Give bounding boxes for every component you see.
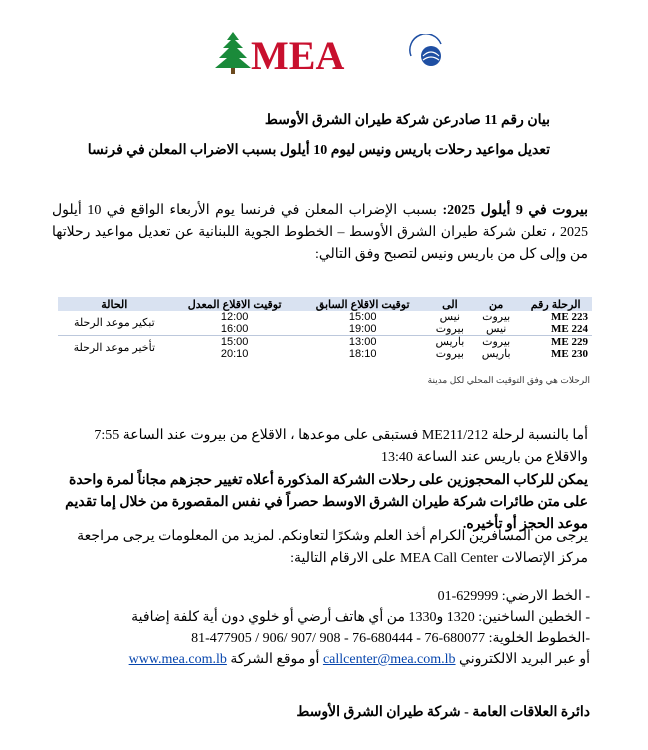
to-city: بيروت	[427, 323, 473, 336]
email-site-item	[50, 649, 590, 670]
table-row	[58, 336, 592, 349]
mea-logo-m: M	[251, 33, 289, 78]
landline-item: - الخط الارضي: 629999-01	[437, 589, 590, 604]
prev-time: 18:10	[348, 348, 377, 360]
website-link[interactable]: www.mea.com.lb	[128, 652, 227, 667]
new-time: 15:00	[220, 336, 249, 348]
flight-status: تأخير موعد الرحلة	[73, 342, 156, 354]
flight-status: تبكير موعد الرحلة	[58, 311, 171, 336]
statement-title: بيان رقم 11 صادرعن شركة طيران الشرق الأوسط	[264, 113, 550, 128]
flight-number: ME 224	[519, 323, 592, 336]
to-city: نيس	[439, 311, 461, 323]
skyteam-icon	[405, 34, 447, 70]
footer-signature: دائرة العلاقات العامة - شركة طيران الشرق الأوسط	[296, 705, 590, 720]
hotline-item: - الخطين الساخنين: 1320 و1330 من أي هاتف أرضي أو خلوي دون أية كلفة إضافية	[131, 610, 590, 625]
mobile-item: -الخطوط الخلوية: 680077-76 - 680444-76 - 908 /907 /906 / 477905-81	[191, 631, 590, 646]
prev-time: 19:00	[299, 323, 427, 336]
unchanged-flights-paragraph: أما بالنسبة لرحلة ME211/212 فستبقى على موعدها ، الاقلاع من بيروت عند الساعة 7:55 والاقلاع من باريس عند الساعة 13:40	[94, 428, 588, 465]
email-prefix: أو عبر البريد الالكتروني	[455, 652, 590, 667]
prev-time: 15:00	[348, 311, 377, 323]
contact-list	[50, 586, 590, 670]
flight-number: ME 229	[551, 336, 588, 348]
col-prev-time: توقيت الاقلاع السابق	[299, 297, 427, 311]
dateline: بيروت في 9 أيلول 2025:	[442, 203, 588, 218]
intro-paragraph	[52, 200, 588, 266]
table-header-row	[58, 297, 592, 311]
intro-text: بسبب الإضراب المعلن في فرنسا يوم الأربعاء الواقع في 10 أيلول 2025 ، تعلن شركة طيران الشرق الأوسط – الخطوط الجوية اللبنانية عن تعديل مواعيد رحلاتها من وإلى كل من باريس ونيس لتصبح وفق التالي:	[52, 203, 588, 262]
contact-intro-paragraph: يرجى من المسافرين الكرام أخذ العلم وشكرًا لتعاونكم. لمزيد من المعلومات يرجى مراجعة مركز الإتصالات MEA Call Center على الارقام التالية:	[77, 529, 588, 566]
statement-subtitle: تعديل مواعيد رحلات باريس ونيس ليوم 10 أيلول بسبب الاضراب المعلن في فرنسا	[87, 143, 550, 158]
to-city: بيروت	[435, 348, 464, 360]
from-city: بيروت	[482, 311, 511, 323]
table-row	[58, 311, 592, 323]
timezone-note: الرحلات هي وفق التوقيت المحلي لكل مدينة	[427, 375, 590, 385]
from-city: بيروت	[482, 336, 511, 348]
prev-time: 13:00	[348, 336, 377, 348]
mea-logo-a: A	[315, 33, 345, 78]
col-new-time: توقيت الاقلاع المعدل	[171, 297, 299, 311]
from-city: نيس	[473, 323, 519, 336]
col-from: من	[473, 297, 519, 311]
new-time: 16:00	[171, 323, 299, 336]
email-link[interactable]: callcenter@mea.com.lb	[322, 652, 456, 667]
flights-table	[58, 297, 592, 360]
col-flight: الرحلة رقم	[519, 297, 592, 311]
mea-logo	[213, 30, 449, 76]
new-time: 12:00	[220, 311, 249, 323]
col-status: الحالة	[58, 297, 171, 311]
to-city: باريس	[435, 336, 465, 348]
mea-logo-e: E	[288, 33, 316, 78]
col-to: الى	[427, 297, 473, 311]
site-prefix: أو موقع الشركة	[226, 652, 323, 667]
from-city: باريس	[481, 348, 511, 360]
flight-number: ME 223	[551, 311, 588, 323]
rebooking-paragraph: يمكن للركاب المحجوزين على رحلات الشركة المذكورة أعلاه تغيير حجزهم مجاناً لمرة واحدة على متن طائرات شركة طيران الشرق الاوسط حصراً في نفس المقصورة من خلال إما تقديم موعد الحجز أو تأخيره.	[65, 473, 588, 532]
new-time: 20:10	[220, 348, 249, 360]
cedar-icon	[213, 30, 253, 74]
mea-logo-text	[251, 33, 345, 78]
flight-number: ME 230	[551, 348, 588, 360]
